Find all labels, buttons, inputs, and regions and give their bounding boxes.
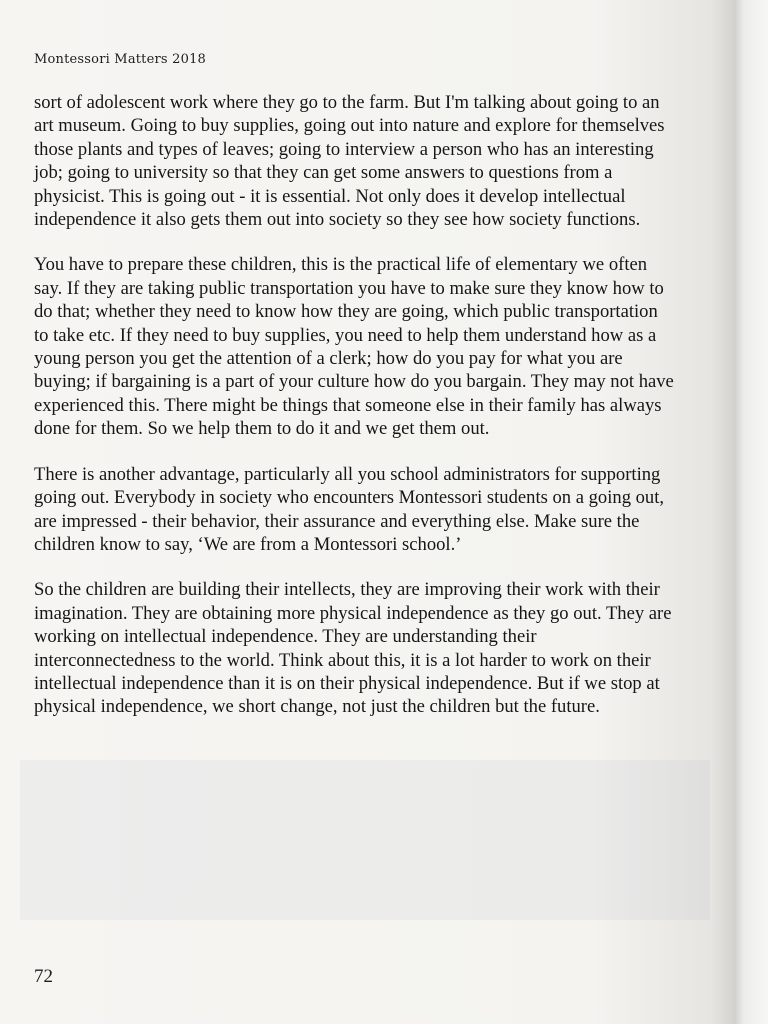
- paragraph: There is another advantage, particularly all you school administrators for supporting going out. Everybody in society who encounters Montessori students on a going out, are impressed - their behavior, their assurance and everything else. Make sure the children know to say, ‘We are from a Montessori school.’: [34, 463, 665, 555]
- paragraph: So the children are building their intellects, they are improving their work with their imagination. They are obtaining more physical independence as they go out. They are working on intellectual independence. They are understanding their interconnectedness to the world. Think about this, it is a lot harder to work on their intellectual independence than it is on their physical independence. But if we stop at physical independence, we short change, not just the children but the future.: [34, 579, 672, 718]
- body-text: [34, 91, 674, 741]
- paragraph: You have to prepare these children, this is the practical life of elementary we often say. If they are taking public transportation you have to make sure they know how to do that; whether they need to know how they are going, which public transportation to take etc. If they need to buy supplies, you need to help them understand how as a young person you get the attention of a clerk; how do you pay for what you are buying; if bargaining is a part of your culture how do you bargain. They may not have experienced this. There might be things that someone else in their family has always done for them. So we help them to do it and we get them out.: [34, 254, 674, 440]
- page-gutter: [734, 0, 768, 1024]
- running-head: Montessori Matters 2018: [34, 52, 207, 67]
- page-number: 72: [34, 966, 53, 987]
- show-through-shading: [20, 760, 710, 920]
- paragraph: sort of adolescent work where they go to the farm. But I'm talking about going to an art museum. Going to buy supplies, going out into nature and explore for themselves those plants and types of leaves; going to interview a person who has an interesting job; going to university so that they can get some answers to questions from a physicist. This is going out - it is essential. Not only does it develop intellectual independence it also gets them out into society so they see how society functions.: [34, 92, 665, 231]
